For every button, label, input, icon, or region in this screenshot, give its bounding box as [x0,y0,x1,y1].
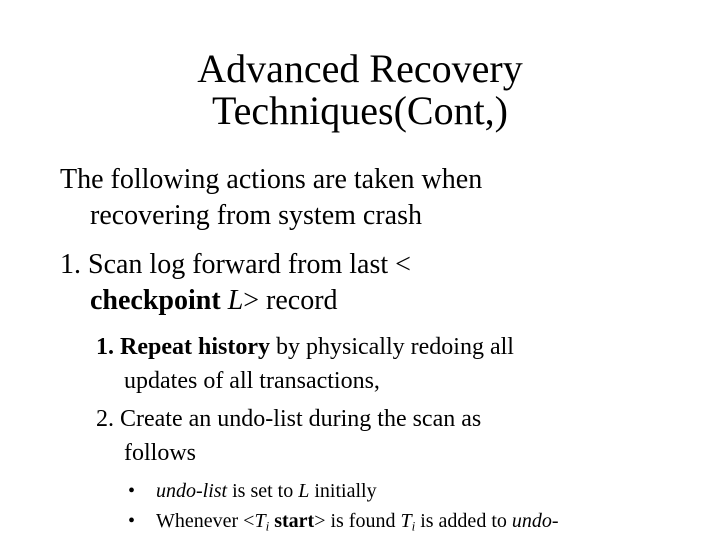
bullet-2-text-c: is added to [415,510,512,532]
bullet-1-L: L [298,480,310,502]
bullet-2-sub-i: i [265,518,270,534]
substep-1-text [96,330,696,398]
intro-line-2: recovering from system crash [90,200,422,231]
bullet-list [128,476,708,540]
bullet-2-undo: undo- [511,510,559,532]
intro-line-1: The following actions are taken when [60,164,483,195]
bullet-2-T: T [254,510,266,532]
bullet-2-sub-i2: i [411,518,416,534]
substep-2-line-1: 2. Create an undo-list during the scan as [96,406,482,432]
bullet-2-text-b: > is found [314,510,401,532]
bullet-1-text-b: initially [309,480,377,502]
intro-text [60,162,700,234]
substep-1-text-b: updates of all transactions, [124,368,380,394]
substep-1-text-a: by physically redoing all [269,334,514,360]
bullet-1-text-a: is set to [227,480,299,502]
substep-2-text [96,402,696,470]
intro-paragraph [60,162,700,234]
step-1-text [60,247,700,319]
step-1-prefix: 1. Scan log forward from last < [60,249,411,280]
bullet-item-2 [128,506,708,540]
bullet-item-1 [128,476,708,506]
step-1-L: L [227,285,244,316]
substep-2 [96,402,696,470]
step-1 [60,247,700,319]
title-line-2: Techniques(Cont,) [211,88,508,133]
bullet-1-undo-list: undo-list [156,480,228,502]
slide-title [60,48,660,132]
substep-1-number: 1. [96,334,114,360]
step-1-checkpoint: checkpoint [90,285,221,316]
bullet-2-T2: T [400,510,412,532]
bullet-2-start: start [274,510,315,532]
bullet-dot-icon: • [128,480,136,502]
substep-1-bold: Repeat history [120,334,270,360]
bullet-2-text-a: Whenever < [156,510,255,532]
bullet-dot-icon: • [128,510,136,532]
step-1-suffix: > record [243,285,338,316]
title-line-1: Advanced Recovery [197,46,523,91]
substep-2-line-2: follows [124,440,196,466]
substep-1 [96,330,696,398]
